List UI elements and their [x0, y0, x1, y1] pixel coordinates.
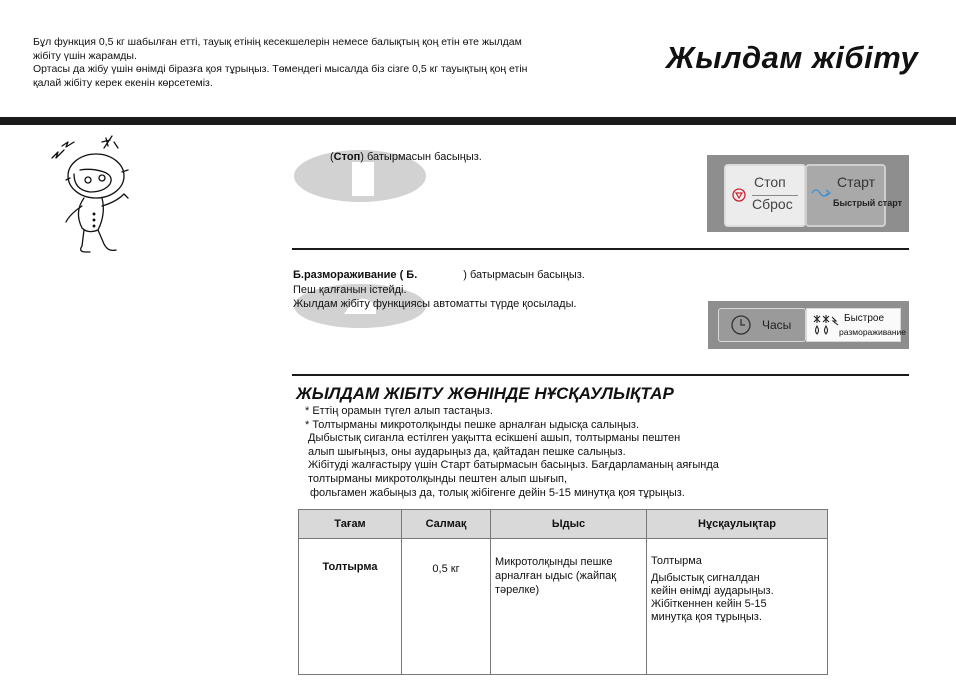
instr-line: Жібіткеннен кейін 5-15	[651, 598, 767, 610]
intro-text	[33, 36, 633, 90]
note: * Еттің орамын түгел алып тастаңыз.	[305, 405, 493, 417]
start-label: Старт	[837, 174, 876, 190]
instruction-notes	[305, 405, 719, 500]
defrost-table	[298, 509, 828, 675]
clock-icon	[730, 314, 752, 336]
quick-defrost-button[interactable]	[806, 308, 907, 342]
dish-line: Микротолқынды пешке	[495, 556, 613, 568]
stop-button-name: Стоп	[333, 151, 361, 163]
step-1-text: батырмасын басыңыз.	[366, 151, 482, 163]
intro-line: қалай жібіту керек екенін көрсетеміз.	[33, 76, 213, 89]
header-instructions: Нұсқаулықтар	[647, 510, 828, 539]
table-row	[299, 539, 828, 675]
stop-icon	[731, 187, 749, 203]
step-2-line: Пеш қалғанын істейді.	[293, 283, 407, 296]
note: алып шығыңыз, оны аударыңыз да, қайтадан пешке салыңыз.	[308, 445, 626, 458]
quick-defrost-label-1: Быстрое	[844, 313, 885, 324]
step-1-instruction: (Стоп) батырмасын басыңыз.	[330, 151, 482, 163]
control-panel-clock-defrost	[708, 301, 909, 349]
step-2-text: ) батырмасын басыңыз.	[463, 269, 585, 281]
section-title: ЖЫЛДАМ ЖІБІТУ ЖӨНІНДЕ НҰСҚАУЛЫҚТАР	[296, 384, 674, 403]
step-2-line: Жылдам жібіту функциясы автоматты түрде қосылады.	[293, 298, 577, 310]
instr-line: Толтырма	[651, 555, 702, 567]
stop-reset-button[interactable]	[724, 164, 806, 227]
mascot-illustration	[44, 134, 154, 260]
quick-defrost-label-2: размораживание	[839, 327, 907, 337]
instr-line: Дыбыстық сигналдан	[651, 572, 760, 584]
instr-line: минутқа қоя тұрыңыз.	[651, 611, 762, 623]
note: толтырманы микротолқынды пештен алып шығып,	[308, 472, 568, 485]
cell-instructions	[647, 539, 828, 675]
section-divider	[292, 374, 909, 376]
dish-line: арналған ыдыс (жайпақ	[495, 570, 617, 582]
intro-line: Бұл функция 0,5 кг шабылған етті, тауық етінің кесекшелерін немесе балықтың қоң етін өте жылдам	[33, 36, 522, 48]
clock-label: Часы	[762, 318, 792, 332]
header-bar	[0, 117, 956, 125]
reset-label: Сброс	[752, 196, 793, 212]
clock-button[interactable]	[718, 308, 806, 342]
control-panel-stop-start	[707, 155, 909, 232]
cell-dish	[491, 539, 647, 675]
start-icon	[810, 185, 832, 201]
dish-line: тәрелке)	[495, 584, 540, 596]
stop-label: Стоп	[754, 174, 786, 190]
cell-food: Толтырма	[299, 539, 402, 675]
cell-weight: 0,5 кг	[402, 539, 491, 675]
table-header-row	[299, 510, 828, 539]
page-title: Жылдам жібіту	[666, 40, 919, 75]
intro-line: жібіту үшін жарамды.	[33, 49, 137, 62]
instr-line: кейін өнімді аударыңыз.	[651, 585, 774, 597]
header-food: Тағам	[299, 510, 402, 539]
note: Дыбыстық сиганла естілген уақытта есікшені ашып, толтырманы пештен	[308, 432, 681, 445]
note: фольгамен жабыңыз да, толық жібігенге дейін 5-15 минутқа қоя тұрыңыз.	[310, 486, 685, 499]
header-dish: Ыдыс	[491, 510, 647, 539]
defrost-short-label: ( Б.	[399, 269, 418, 281]
note: * Толтырманы микротолқынды пешке арналған ыдысқа салыңыз.	[305, 418, 640, 431]
defrost-button-name: Б.размораживание	[293, 269, 397, 281]
step-divider	[292, 248, 909, 250]
note: Жібітуді жалғастыру үшін Старт батырмасын басыңыз. Бағдарламаның аяғында	[308, 459, 719, 472]
quick-start-label: Быстрый старт	[833, 198, 902, 208]
intro-line: Ортасы да жібу үшін өнімді біразға қоя тұрыңыз. Төмендегі мысалда біз сізге 0,5 кг тауықтың қоң етін	[33, 63, 528, 76]
step-2-instruction	[293, 268, 585, 312]
header-weight: Салмақ	[402, 510, 491, 539]
defrost-icon	[811, 313, 841, 337]
start-button[interactable]	[805, 164, 902, 227]
